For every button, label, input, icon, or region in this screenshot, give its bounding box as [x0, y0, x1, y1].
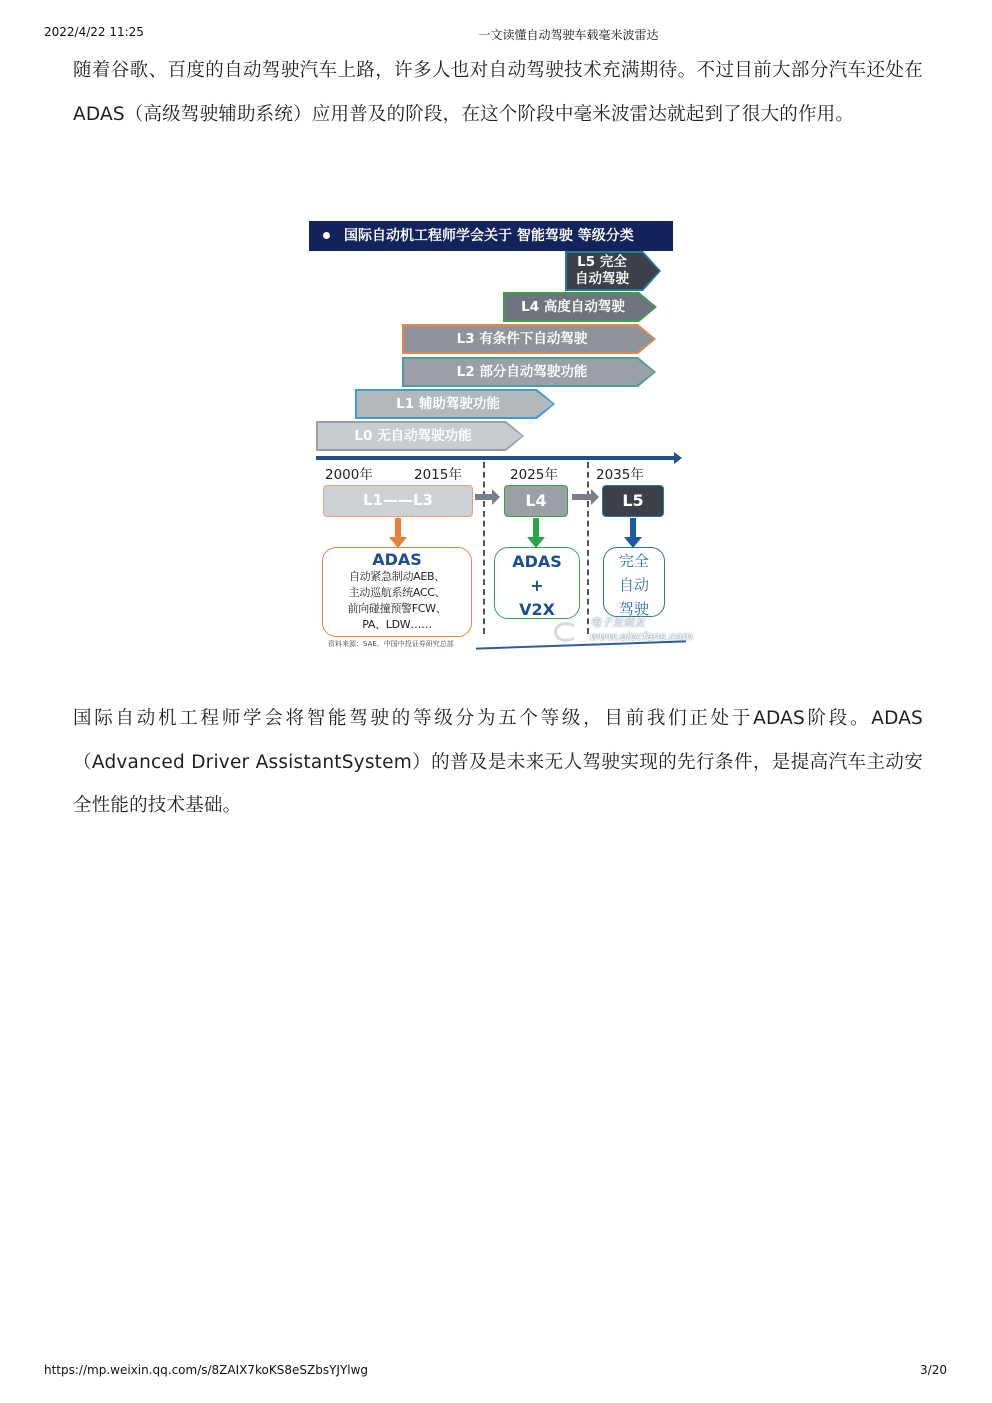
card-adas [322, 547, 472, 637]
stage-box-l1-l3: L1——L3 [323, 485, 473, 517]
right-arrow-icon [572, 494, 592, 500]
down-arrow-icon [630, 518, 636, 538]
level-l4 [503, 292, 657, 322]
card-adas-line: 自动紧急制动AEB、 [348, 570, 446, 583]
stage-box-l4: L4 [504, 485, 568, 517]
level-l3 [402, 324, 656, 354]
card-adas-title: ADAS [372, 550, 422, 569]
card-v2x-line: V2X [519, 600, 555, 619]
down-arrow-icon [395, 518, 401, 538]
card-auto-line: 完全 [618, 552, 649, 570]
bullet-icon [323, 232, 330, 239]
level-l1 [355, 389, 555, 419]
level-l0-label: L0 无自动驾驶功能 [354, 428, 472, 444]
paragraph-sae-levels: 国际自动机工程师学会将智能驾驶的等级分为五个等级，目前我们正处于ADAS阶段。ADAS（Advanced Driver AssistantSystem）的普及是未来无人驾驶实现的先行条件，是提高汽车主动安全性能的技术基础。 [73, 708, 923, 816]
card-adas-line: 前向碰撞预警FCW、 [347, 602, 447, 615]
level-l5 [565, 251, 661, 291]
watermark-logo-icon [554, 622, 578, 642]
card-adas-v2x [494, 547, 580, 619]
timeline-axis [316, 456, 678, 460]
level-l2 [402, 357, 656, 387]
watermark [562, 616, 692, 650]
year-label: 2025年 [510, 467, 558, 483]
timeline-arrow-icon [674, 452, 682, 464]
card-adas-line: 主动巡航系统ACC、 [348, 586, 446, 599]
year-label: 2015年 [414, 467, 462, 483]
level-l3-label: L3 有条件下自动驾驶 [456, 331, 588, 347]
figure-source: 资料来源：SAE、中国中投证券研究总部 [328, 640, 454, 648]
level-l4-label: L4 高度自动驾驶 [521, 299, 625, 315]
year-label: 2000年 [325, 467, 373, 483]
figure-title [309, 221, 673, 251]
card-adas-line: PA、LDW…… [362, 618, 432, 631]
print-header-title: 一文读懂自动驾驶车载毫米波雷达 [478, 28, 659, 42]
year-label: 2035年 [596, 467, 644, 483]
card-auto-line: 自动 [618, 576, 649, 594]
paragraph-intro: 随着谷歌、百度的自动驾驶汽车上路，许多人也对自动驾驶技术充满期待。不过目前大部分汽车还处在ADAS（高级驾驶辅助系统）应用普及的阶段，在这个阶段中毫米波雷达就起到了很大的作用。 [73, 60, 923, 125]
print-footer-url: https://mp.weixin.qq.com/s/8ZAIX7koKS8eSZbsYJYlwg [44, 1363, 369, 1377]
sae-levels-figure [306, 218, 692, 650]
watermark-line2: www.elecfans.com [590, 630, 693, 643]
level-l5-line1: L5 完全 [577, 254, 627, 270]
print-footer-page: 3/20 [920, 1363, 947, 1377]
card-auto-line: 驾驶 [618, 600, 649, 618]
period-divider [587, 462, 589, 634]
level-l2-label: L2 部分自动驾驶功能 [456, 364, 588, 380]
card-v2x-line: ADAS [512, 552, 562, 571]
period-divider [483, 462, 485, 634]
figure-title-text: 国际自动机工程师学会关于 智能驾驶 等级分类 [344, 228, 634, 244]
stage-box-l5: L5 [602, 485, 664, 517]
card-v2x-line: + [530, 576, 544, 595]
level-l5-line2: 自动驾驶 [575, 271, 629, 287]
watermark-line1: 电子发烧友 [590, 616, 645, 629]
print-header-date: 2022/4/22 11:25 [44, 25, 144, 39]
down-arrow-icon [533, 518, 539, 538]
level-l0 [316, 421, 524, 451]
right-arrow-icon [475, 494, 493, 500]
card-full-auto [603, 547, 665, 617]
level-l1-label: L1 辅助驾驶功能 [396, 396, 500, 412]
